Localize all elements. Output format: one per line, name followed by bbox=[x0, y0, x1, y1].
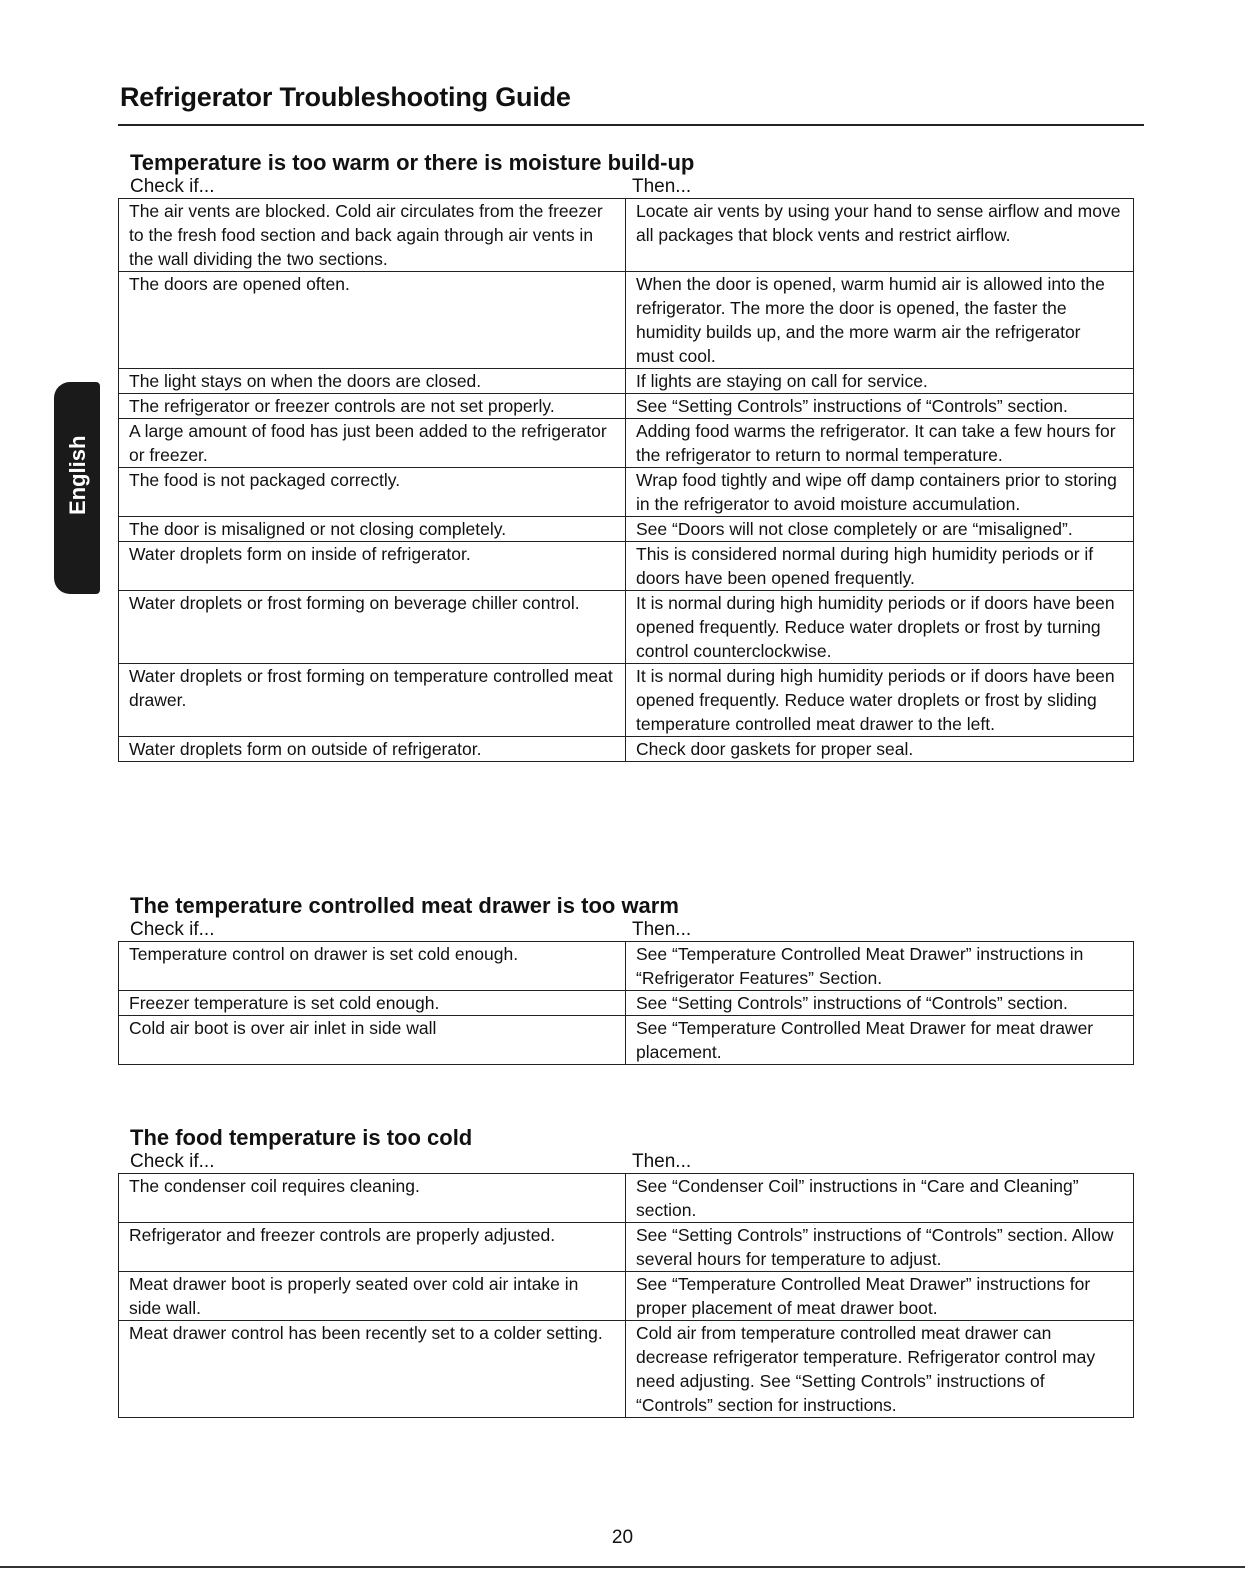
column-headers bbox=[118, 1151, 1134, 1173]
column-headers bbox=[118, 919, 1134, 941]
section-meat-drawer-too-warm bbox=[118, 893, 1134, 1065]
then-cell: When the door is opened, warm humid air is allowed into the refrigerator. The more the door is opened, the faster the humidity builds up, and the more warm air the refrigerator must cool. bbox=[626, 272, 1134, 369]
table-row bbox=[119, 1321, 1134, 1418]
then-cell: See “Setting Controls” instructions of “Controls” section. bbox=[626, 394, 1134, 419]
table-row bbox=[119, 369, 1134, 394]
check-cell: The door is misaligned or not closing completely. bbox=[119, 517, 626, 542]
then-cell: It is normal during high humidity periods or if doors have been opened frequently. Reduce water droplets or frost by turning control counterclockwise. bbox=[626, 591, 1134, 664]
check-cell: The food is not packaged correctly. bbox=[119, 468, 626, 517]
table-row bbox=[119, 199, 1134, 272]
table-row bbox=[119, 942, 1134, 991]
then-cell: It is normal during high humidity periods or if doors have been opened frequently. Reduce water droplets or frost by sliding temperature controlled meat drawer to the left. bbox=[626, 664, 1134, 737]
check-cell: Cold air boot is over air inlet in side wall bbox=[119, 1016, 626, 1065]
check-cell: The condenser coil requires cleaning. bbox=[119, 1174, 626, 1223]
table-row bbox=[119, 991, 1134, 1016]
then-cell: See “Setting Controls” instructions of “Controls” section. Allow several hours for temperature to adjust. bbox=[626, 1223, 1134, 1272]
table-row bbox=[119, 542, 1134, 591]
column-headers bbox=[118, 176, 1134, 198]
check-cell: Refrigerator and freezer controls are properly adjusted. bbox=[119, 1223, 626, 1272]
table-row bbox=[119, 1174, 1134, 1223]
check-cell: Meat drawer control has been recently set to a colder setting. bbox=[119, 1321, 626, 1418]
table-row bbox=[119, 1016, 1134, 1065]
table-row bbox=[119, 1272, 1134, 1321]
then-column-header: Then... bbox=[632, 1151, 692, 1172]
check-cell: Meat drawer boot is properly seated over cold air intake in side wall. bbox=[119, 1272, 626, 1321]
check-column-header: Check if... bbox=[130, 1151, 215, 1172]
page-title: Refrigerator Troubleshooting Guide bbox=[120, 82, 571, 112]
check-cell: Water droplets form on outside of refrigerator. bbox=[119, 737, 626, 762]
check-column-header: Check if... bbox=[130, 919, 215, 940]
then-cell: See “Doors will not close completely or are “misaligned”. bbox=[626, 517, 1134, 542]
check-cell: Water droplets form on inside of refrigerator. bbox=[119, 542, 626, 591]
then-cell: Check door gaskets for proper seal. bbox=[626, 737, 1134, 762]
then-cell: If lights are staying on call for service. bbox=[626, 369, 1134, 394]
then-cell: See “Condenser Coil” instructions in “Care and Cleaning” section. bbox=[626, 1174, 1134, 1223]
section-too-warm bbox=[118, 150, 1134, 762]
check-cell: A large amount of food has just been added to the refrigerator or freezer. bbox=[119, 419, 626, 468]
then-cell: Cold air from temperature controlled meat drawer can decrease refrigerator temperature. Refrigerator control may need adjusting. See “Setting Controls” instructions of “Controls” section for instructions. bbox=[626, 1321, 1134, 1418]
then-cell: See “Setting Controls” instructions of “Controls” section. bbox=[626, 991, 1134, 1016]
table-row bbox=[119, 1223, 1134, 1272]
troubleshooting-table bbox=[118, 1173, 1134, 1418]
then-cell: Adding food warms the refrigerator. It can take a few hours for the refrigerator to return to normal temperature. bbox=[626, 419, 1134, 468]
section-heading: The food temperature is too cold bbox=[130, 1125, 473, 1150]
check-cell: Temperature control on drawer is set cold enough. bbox=[119, 942, 626, 991]
troubleshooting-table bbox=[118, 941, 1134, 1065]
check-cell: The air vents are blocked. Cold air circulates from the freezer to the fresh food section and back again through air vents in the wall dividing the two sections. bbox=[119, 199, 626, 272]
then-cell: Wrap food tightly and wipe off damp containers prior to storing in the refrigerator to avoid moisture accumulation. bbox=[626, 468, 1134, 517]
check-cell: The doors are opened often. bbox=[119, 272, 626, 369]
section-heading: Temperature is too warm or there is moisture build-up bbox=[130, 150, 695, 175]
check-cell: Water droplets or frost forming on temperature controlled meat drawer. bbox=[119, 664, 626, 737]
section-heading: The temperature controlled meat drawer is too warm bbox=[130, 893, 679, 918]
then-cell: See “Temperature Controlled Meat Drawer” instructions for proper placement of meat drawer boot. bbox=[626, 1272, 1134, 1321]
table-row bbox=[119, 272, 1134, 369]
check-column-header: Check if... bbox=[130, 176, 215, 197]
table-row bbox=[119, 591, 1134, 664]
then-column-header: Then... bbox=[632, 176, 692, 197]
section-food-too-cold bbox=[118, 1125, 1134, 1418]
language-side-tab bbox=[54, 382, 100, 594]
title-rule bbox=[118, 124, 1144, 126]
check-cell: The light stays on when the doors are closed. bbox=[119, 369, 626, 394]
check-cell: The refrigerator or freezer controls are not set properly. bbox=[119, 394, 626, 419]
then-cell: See “Temperature Controlled Meat Drawer” instructions in “Refrigerator Features” Section. bbox=[626, 942, 1134, 991]
page-number: 20 bbox=[611, 1527, 634, 1548]
table-row bbox=[119, 394, 1134, 419]
then-cell: Locate air vents by using your hand to sense airflow and move all packages that block vents and restrict airflow. bbox=[626, 199, 1134, 272]
table-row bbox=[119, 419, 1134, 468]
table-row bbox=[119, 737, 1134, 762]
then-column-header: Then... bbox=[632, 919, 692, 940]
table-row bbox=[119, 664, 1134, 737]
check-cell: Water droplets or frost forming on beverage chiller control. bbox=[119, 591, 626, 664]
check-cell: Freezer temperature is set cold enough. bbox=[119, 991, 626, 1016]
troubleshooting-table bbox=[118, 198, 1134, 762]
bottom-rule bbox=[0, 1566, 1245, 1568]
then-cell: This is considered normal during high humidity periods or if doors have been opened frequently. bbox=[626, 542, 1134, 591]
then-cell: See “Temperature Controlled Meat Drawer for meat drawer placement. bbox=[626, 1016, 1134, 1065]
side-tab-label: English bbox=[65, 435, 90, 515]
table-row bbox=[119, 517, 1134, 542]
table-row bbox=[119, 468, 1134, 517]
